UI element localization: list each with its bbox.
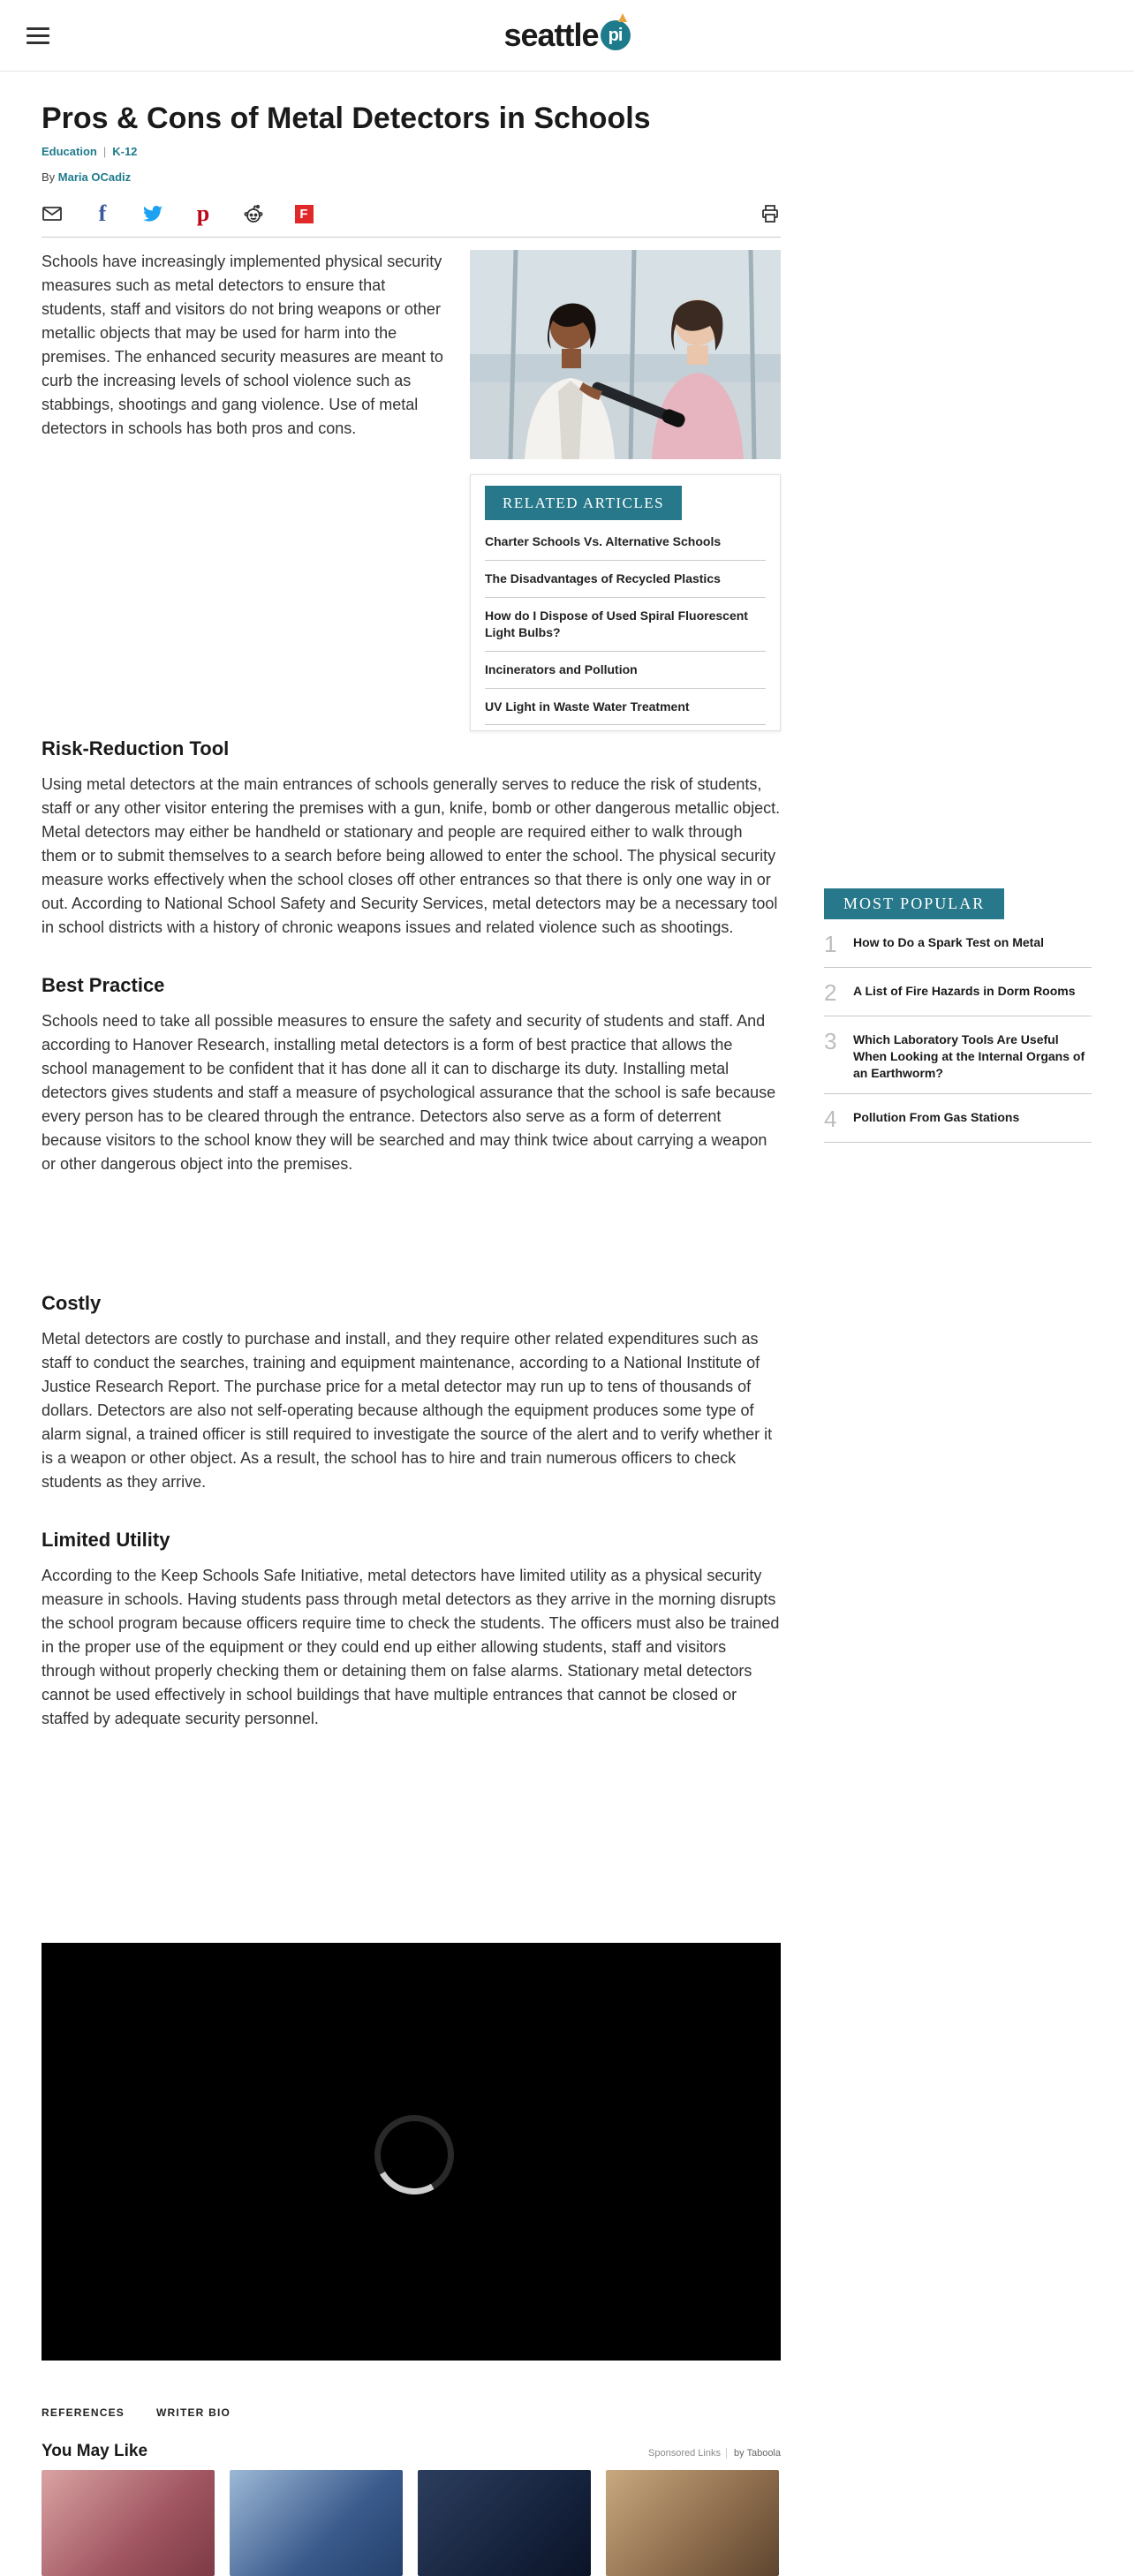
you-may-like-header — [42, 2442, 781, 2461]
page-title: Pros & Cons of Metal Detectors in Schools — [42, 102, 651, 135]
related-articles-box — [470, 474, 781, 731]
most-popular-item-title: How to Do a Spark Test on Metal — [853, 935, 1044, 949]
section-body: Schools need to take all possible measures to ensure the safety and security of students and staff. And according to Hanover Research, installing metal detectors is a form of best practice that allows the school management to be confident that it has done all it can to discharge its duty. Installing metal detectors gives students and staff a measure of psychological assurance that the school is safe because every person has to be cleared through the entrance. Detectors also serve as a form of deterrent because visitors to the school know they will be searched and may think twice about carrying a weapon or other dangerous object into the premises. — [42, 1012, 776, 1174]
flipboard-share-icon[interactable]: F — [293, 203, 314, 224]
article-media — [470, 250, 781, 731]
print-icon[interactable] — [760, 203, 781, 224]
ad-spacer — [42, 1731, 781, 1943]
breadcrumb-category[interactable]: Education — [42, 145, 97, 159]
twitter-share-icon[interactable] — [142, 203, 163, 224]
logo-flame-icon — [618, 13, 627, 22]
intro-paragraph: Schools have increasingly implemented physical security measures such as metal detectors to ensure that students, staff and visitors do not bring weapons or other metallic objects that may be used for harm into the premises. The enhanced security measures are meant to curb the increasing levels of school violence such as stabbings, shootings and gang violence. Use of metal detectors in schools has both pros and cons. — [42, 253, 443, 438]
byline: By Maria OCadiz — [42, 170, 132, 185]
related-article-link[interactable]: UV Light in Waste Water Treatment — [485, 689, 766, 726]
breadcrumb: Education | K-12 — [42, 145, 138, 159]
menu-icon[interactable] — [26, 23, 49, 49]
related-article-link[interactable]: The Disadvantages of Recycled Plastics — [485, 561, 766, 598]
related-articles-list — [485, 524, 766, 725]
sidebar — [824, 72, 1092, 1143]
most-popular-item[interactable] — [824, 1094, 1092, 1143]
article-section — [42, 1528, 781, 1731]
most-popular-rank: 1 — [824, 931, 837, 957]
related-articles-header: RELATED ARTICLES — [485, 486, 682, 520]
most-popular-rank: 3 — [824, 1028, 837, 1054]
logo-text: seattle — [503, 17, 599, 53]
article-footer-tabs — [42, 2406, 781, 2419]
article-photo — [470, 250, 781, 459]
related-article-link[interactable]: Charter Schools Vs. Alternative Schools — [485, 524, 766, 561]
sponsored-card-thumbnail[interactable] — [418, 2470, 591, 2576]
share-bar — [42, 196, 781, 238]
article-section — [42, 737, 781, 940]
most-popular-item-title: Which Laboratory Tools Are Useful When Looking at the Internal Organs of an Earthworm? — [853, 1032, 1085, 1080]
logo-globe-icon: pi — [601, 20, 631, 50]
reddit-share-icon[interactable] — [243, 203, 264, 224]
author-link[interactable]: Maria OCadiz — [57, 170, 132, 185]
loading-spinner-icon — [365, 2106, 462, 2203]
sponsored-links-label: Sponsored Links by Taboola — [648, 2448, 781, 2459]
most-popular-list — [824, 919, 1092, 1143]
most-popular-rank: 4 — [824, 1105, 837, 1132]
video-player[interactable] — [42, 1943, 781, 2361]
most-popular-item[interactable] — [824, 968, 1092, 1016]
sponsored-card-thumbnail[interactable] — [230, 2470, 403, 2576]
email-share-icon[interactable] — [42, 203, 63, 224]
section-heading: Limited Utility — [42, 1529, 170, 1552]
tab-references[interactable]: REFERENCES — [42, 2406, 125, 2420]
most-popular-item-title: A List of Fire Hazards in Dorm Rooms — [853, 984, 1076, 998]
most-popular-header: MOST POPULAR — [824, 888, 1004, 919]
most-popular-item[interactable] — [824, 919, 1092, 968]
site-header — [0, 0, 1134, 72]
pinterest-share-icon[interactable]: p — [196, 200, 210, 227]
section-body: According to the Keep Schools Safe Initiative, metal detectors have limited utility as a physical security measure in schools. Having students pass through metal detectors as they arrive in the morning disrupts the school program because officers require time to check the students. The officers must also be trained in the proper use of the equipment or they could end up either allowing students, staff and visitors through without properly checking them or detaining them on false alarms. Stationary metal detectors cannot be used effectively in school buildings that have multiple entrances that cannot be closed or staffed by adequate security personnel. — [42, 1567, 780, 1728]
article-section — [42, 973, 781, 1176]
breadcrumb-subcategory[interactable]: K-12 — [112, 145, 138, 159]
site-logo[interactable] — [503, 17, 630, 54]
most-popular-item[interactable] — [824, 1016, 1092, 1094]
facebook-share-icon[interactable]: f — [98, 200, 107, 227]
sponsored-card-thumbnail[interactable] — [42, 2470, 215, 2576]
section-heading: Best Practice — [42, 974, 165, 997]
section-body: Using metal detectors at the main entrances of schools generally serves to reduce the risk of students, staff or any other visitor entering the premises with a gun, knife, bomb or other dangerous metallic object. Metal detectors may either be handheld or stationary and people are required either to walk through them or to submit themselves to a search before being allowed to enter the school. The physical security measure works effectively when the school closes off other entrances so that there is only one way in or out. According to National School Safety and Security Services, metal detectors may be a necessary tool in school districts with a history of chronic weapons issues and related violence such as shootings. — [42, 775, 781, 937]
related-article-link[interactable]: Incinerators and Pollution — [485, 652, 766, 689]
section-heading: Risk-Reduction Tool — [42, 737, 230, 760]
most-popular-rank: 2 — [824, 979, 837, 1006]
most-popular-item-title: Pollution From Gas Stations — [853, 1109, 1020, 1124]
taboola-attribution[interactable]: by Taboola — [726, 2448, 781, 2459]
related-article-link[interactable]: How do I Dispose of Used Spiral Fluorescent Light Bulbs? — [485, 598, 766, 652]
sponsored-cards-row — [42, 2470, 781, 2576]
section-body: Metal detectors are costly to purchase and install, and they require other related expenditures such as staff to conduct the searches, training and equipment maintenance, according to a National Institute of Justice Research Report. The purchase price for a metal detector may run up to tens of thousands of dollars. Detectors are also not self-operating because although the equipment produces some type of alarm signal, a trained officer is still required to investigate the source of the alert and to verify whether it is a weapon or other object. As a result, the school has to hire and train numerous officers to check students as they arrive. — [42, 1330, 773, 1492]
section-heading: Costly — [42, 1292, 102, 1315]
article-section — [42, 1291, 781, 1494]
sponsored-card-thumbnail[interactable] — [606, 2470, 779, 2576]
you-may-like-title: You May Like — [42, 2442, 148, 2461]
tab-writer-bio[interactable]: WRITER BIO — [156, 2406, 231, 2420]
